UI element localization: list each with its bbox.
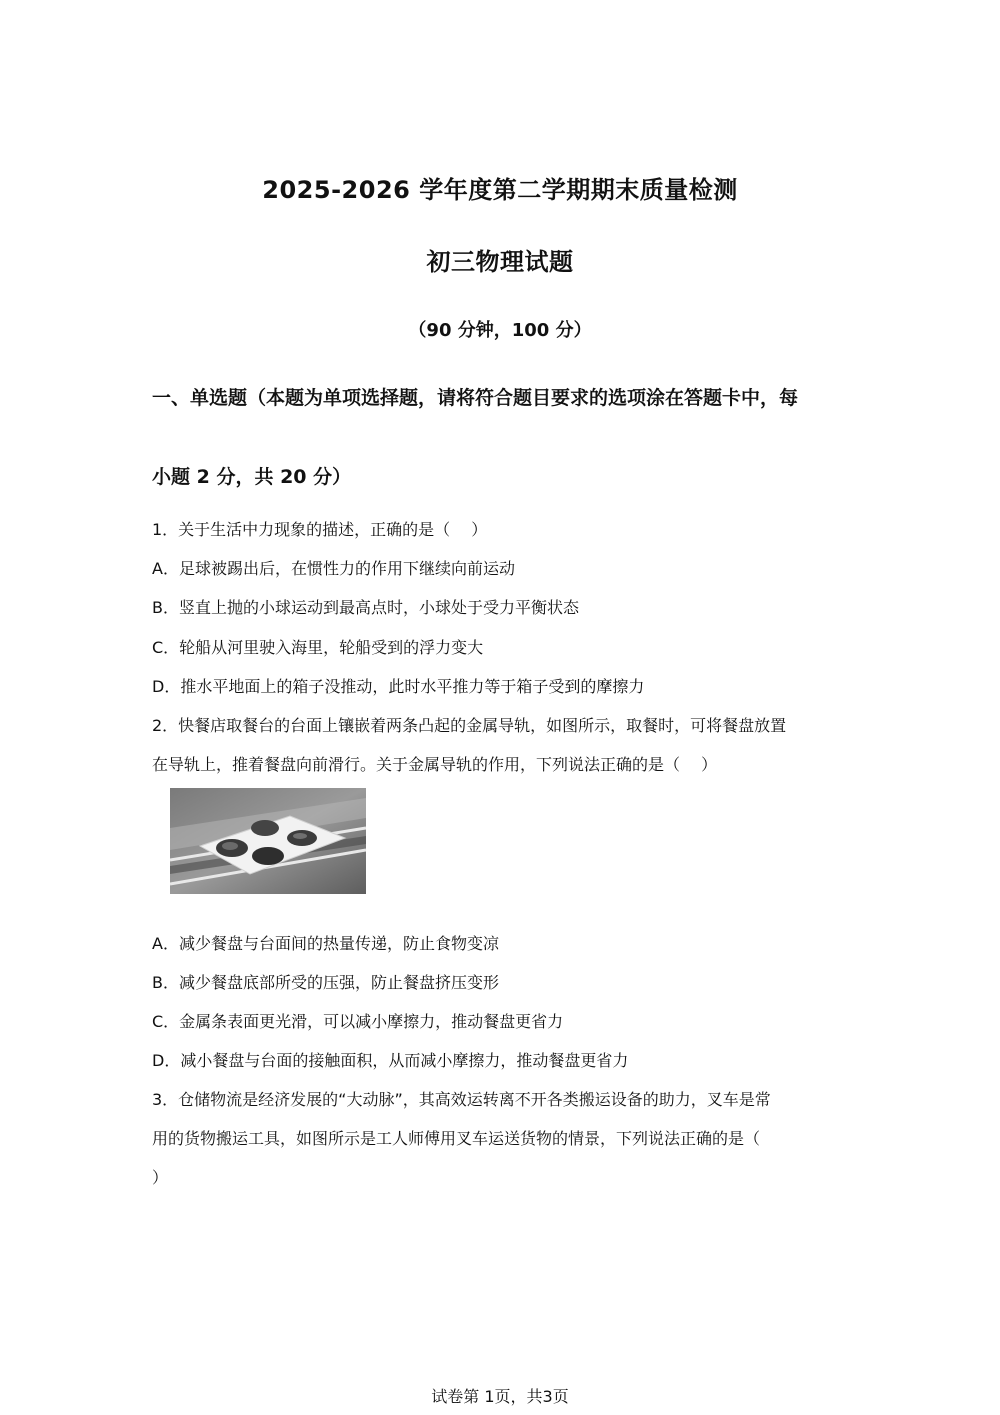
exam-title: 2025-2026 学年度第二学期期末质量检测 bbox=[262, 176, 738, 204]
question-2-option-c: C．金属条表面更光滑，可以减小摩擦力，推动餐盘更省力 bbox=[152, 1012, 564, 1031]
exam-subtitle: 初三物理试题 bbox=[426, 248, 574, 276]
question-3-stem-line1: 3．仓储物流是经济发展的“大动脉”，其高效运转离不开各类搬运设备的助力，叉车是常 bbox=[152, 1090, 771, 1109]
question-2-option-a: A．减少餐盘与台面间的热量传递，防止食物变凉 bbox=[152, 934, 499, 953]
question-1-option-d: D．推水平地面上的箱子没推动，此时水平推力等于箱子受到的摩擦力 bbox=[152, 677, 645, 696]
question-2-stem-line1: 2．快餐店取餐台的台面上镶嵌着两条凸起的金属导轨，如图所示，取餐时，可将餐盘放置 bbox=[152, 716, 787, 735]
question-1-option-a: A．足球被踢出后，在惯性力的作用下继续向前运动 bbox=[152, 559, 515, 578]
tray-on-rails-photo bbox=[170, 788, 366, 894]
section-heading-cont: 小题 2 分，共 20 分） bbox=[152, 466, 352, 488]
question-1-option-c: C．轮船从河里驶入海里，轮船受到的浮力变大 bbox=[152, 638, 484, 657]
question-3-stem-line3: ） bbox=[152, 1168, 169, 1187]
page-number: 试卷第 1页，共3页 bbox=[431, 1387, 569, 1406]
section-heading: 一、单选题（本题为单项选择题，请将符合题目要求的选项涂在答题卡中，每 bbox=[152, 387, 799, 409]
exam-duration: （90 分钟，100 分） bbox=[408, 320, 592, 341]
question-1-option-b: B．竖直上抛的小球运动到最高点时，小球处于受力平衡状态 bbox=[152, 598, 579, 617]
question-1-stem: 1．关于生活中力现象的描述，正确的是（ ） bbox=[152, 520, 488, 539]
question-2-option-d: D．减小餐盘与台面的接触面积，从而减小摩擦力，推动餐盘更省力 bbox=[152, 1051, 629, 1070]
question-2-stem-line2: 在导轨上，推着餐盘向前滑行。关于金属导轨的作用，下列说法正确的是（ ） bbox=[152, 755, 718, 774]
question-3-stem-line2: 用的货物搬运工具，如图所示是工人师傅用叉车运送货物的情景，下列说法正确的是（ bbox=[152, 1129, 761, 1148]
question-2-option-b: B．减少餐盘底部所受的压强，防止餐盘挤压变形 bbox=[152, 973, 499, 992]
